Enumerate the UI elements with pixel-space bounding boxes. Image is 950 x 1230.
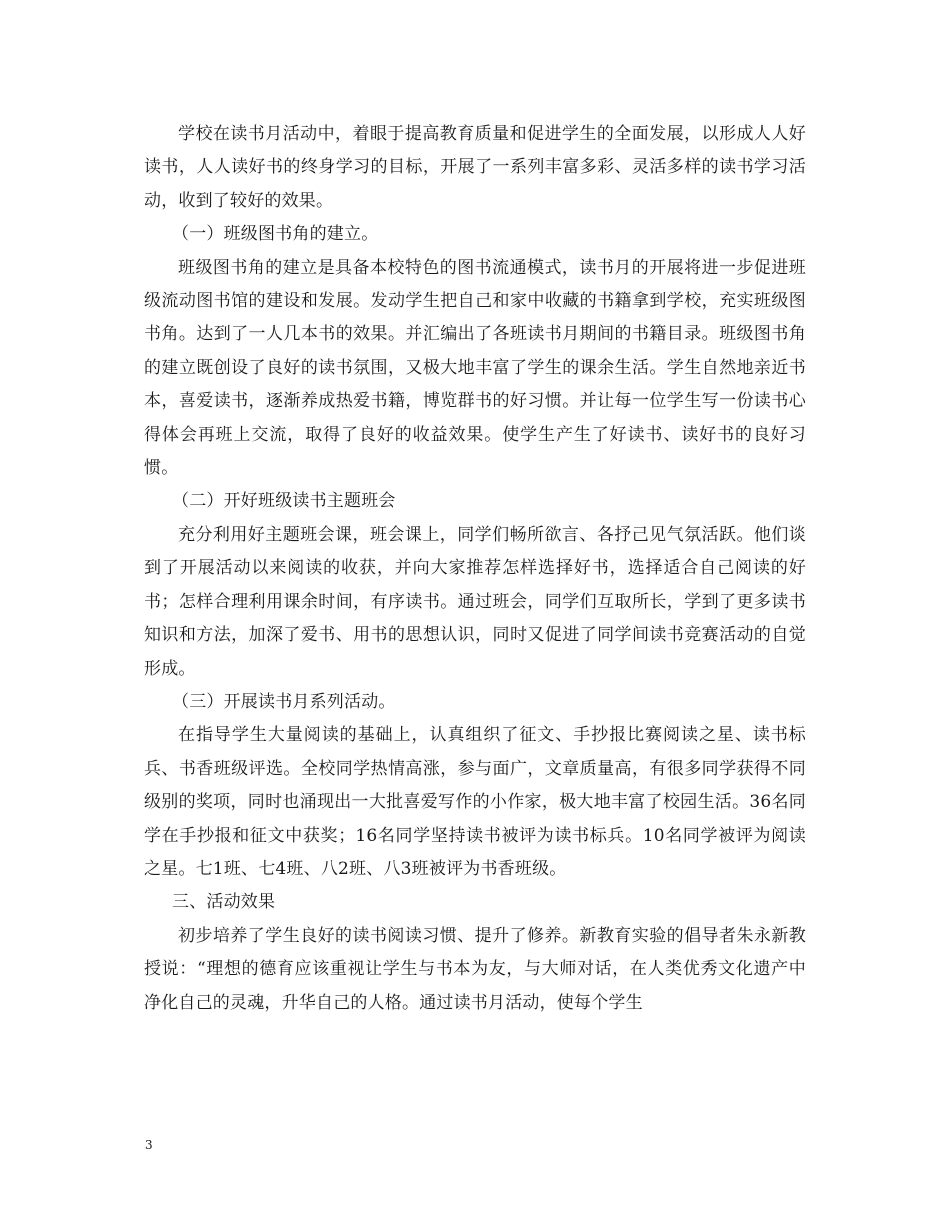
heading-theme-meeting: （二）开好班级读书主题班会 — [172, 491, 396, 512]
heading-activity-results: 三、活动效果 — [172, 892, 276, 913]
heading-reading-activities: （三）开展读书月系列活动。 — [172, 691, 396, 712]
paragraph-intro: 学校在读书月活动中，着眼于提高教育质量和促进学生的全面发展，以形成人人好读书，人人读好书的终身学习的目标，开展了一系列丰富多彩、灵活多样的读书学习活动，收到了较好的效果。 — [144, 124, 806, 211]
paragraph-class-library: 班级图书角的建立是具备本校特色的图书流通模式，读书月的开展将进一步促进班级流动图书馆的建设和发展。发动学生把自己和家中收藏的书籍拿到学校，充实班级图书角。达到了一人几本书的效果。并汇编出了各班读书月期间的书籍目录。班级图书角的建立既创设了良好的读书氛围，又极大地丰富了学生的课余生活。学生自然地亲近书本，喜爱读书，逐渐养成热爱书籍，博览群书的好习惯。并让每一位学生写一份读书心得体会再班上交流，取得了良好的收益效果。使学生产生了好读书、读好书的良好习惯。 — [144, 257, 806, 479]
page-number: 3 — [145, 1138, 153, 1152]
document-body — [144, 118, 806, 1020]
paragraph-reading-activities: 在指导学生大量阅读的基础上，认真组织了征文、手抄报比赛阅读之星、读书标兵、书香班级评选。全校同学热情高涨，参与面广，文章质量高，有很多同学获得不同级别的奖项，同时也涌现出一大批喜爱写作的小作家，极大地丰富了校园生活。36名同学在手抄报和征文中获奖；16名同学坚持读书被评为读书标兵。10名同学被评为阅读之星。七1班、七4班、八2班、八3班被评为书香班级。 — [144, 725, 806, 879]
paragraph-activity-results: 初步培养了学生良好的读书阅读习惯、提升了修养。新教育实验的倡导者朱永新教授说：“理想的德育应该重视让学生与书本为友，与大师对话，在人类优秀文化遗产中净化自己的灵魂，升华自己的人格。通过读书月活动，使每个学生 — [144, 925, 806, 1013]
paragraph-theme-meeting: 充分利用好主题班会课，班会课上，同学们畅所欲言、各抒己见气氛活跃。他们谈到了开展活动以来阅读的收获，并向大家推荐怎样选择好书，选择适合自己阅读的好书；怎样合理利用课余时间，有序读书。通过班会，同学们互取所长，学到了更多读书知识和方法，加深了爱书、用书的思想认识，同时又促进了同学间读书竞赛活动的自觉形成。 — [144, 524, 806, 679]
heading-class-library: （一）班级图书角的建立。 — [172, 224, 379, 245]
